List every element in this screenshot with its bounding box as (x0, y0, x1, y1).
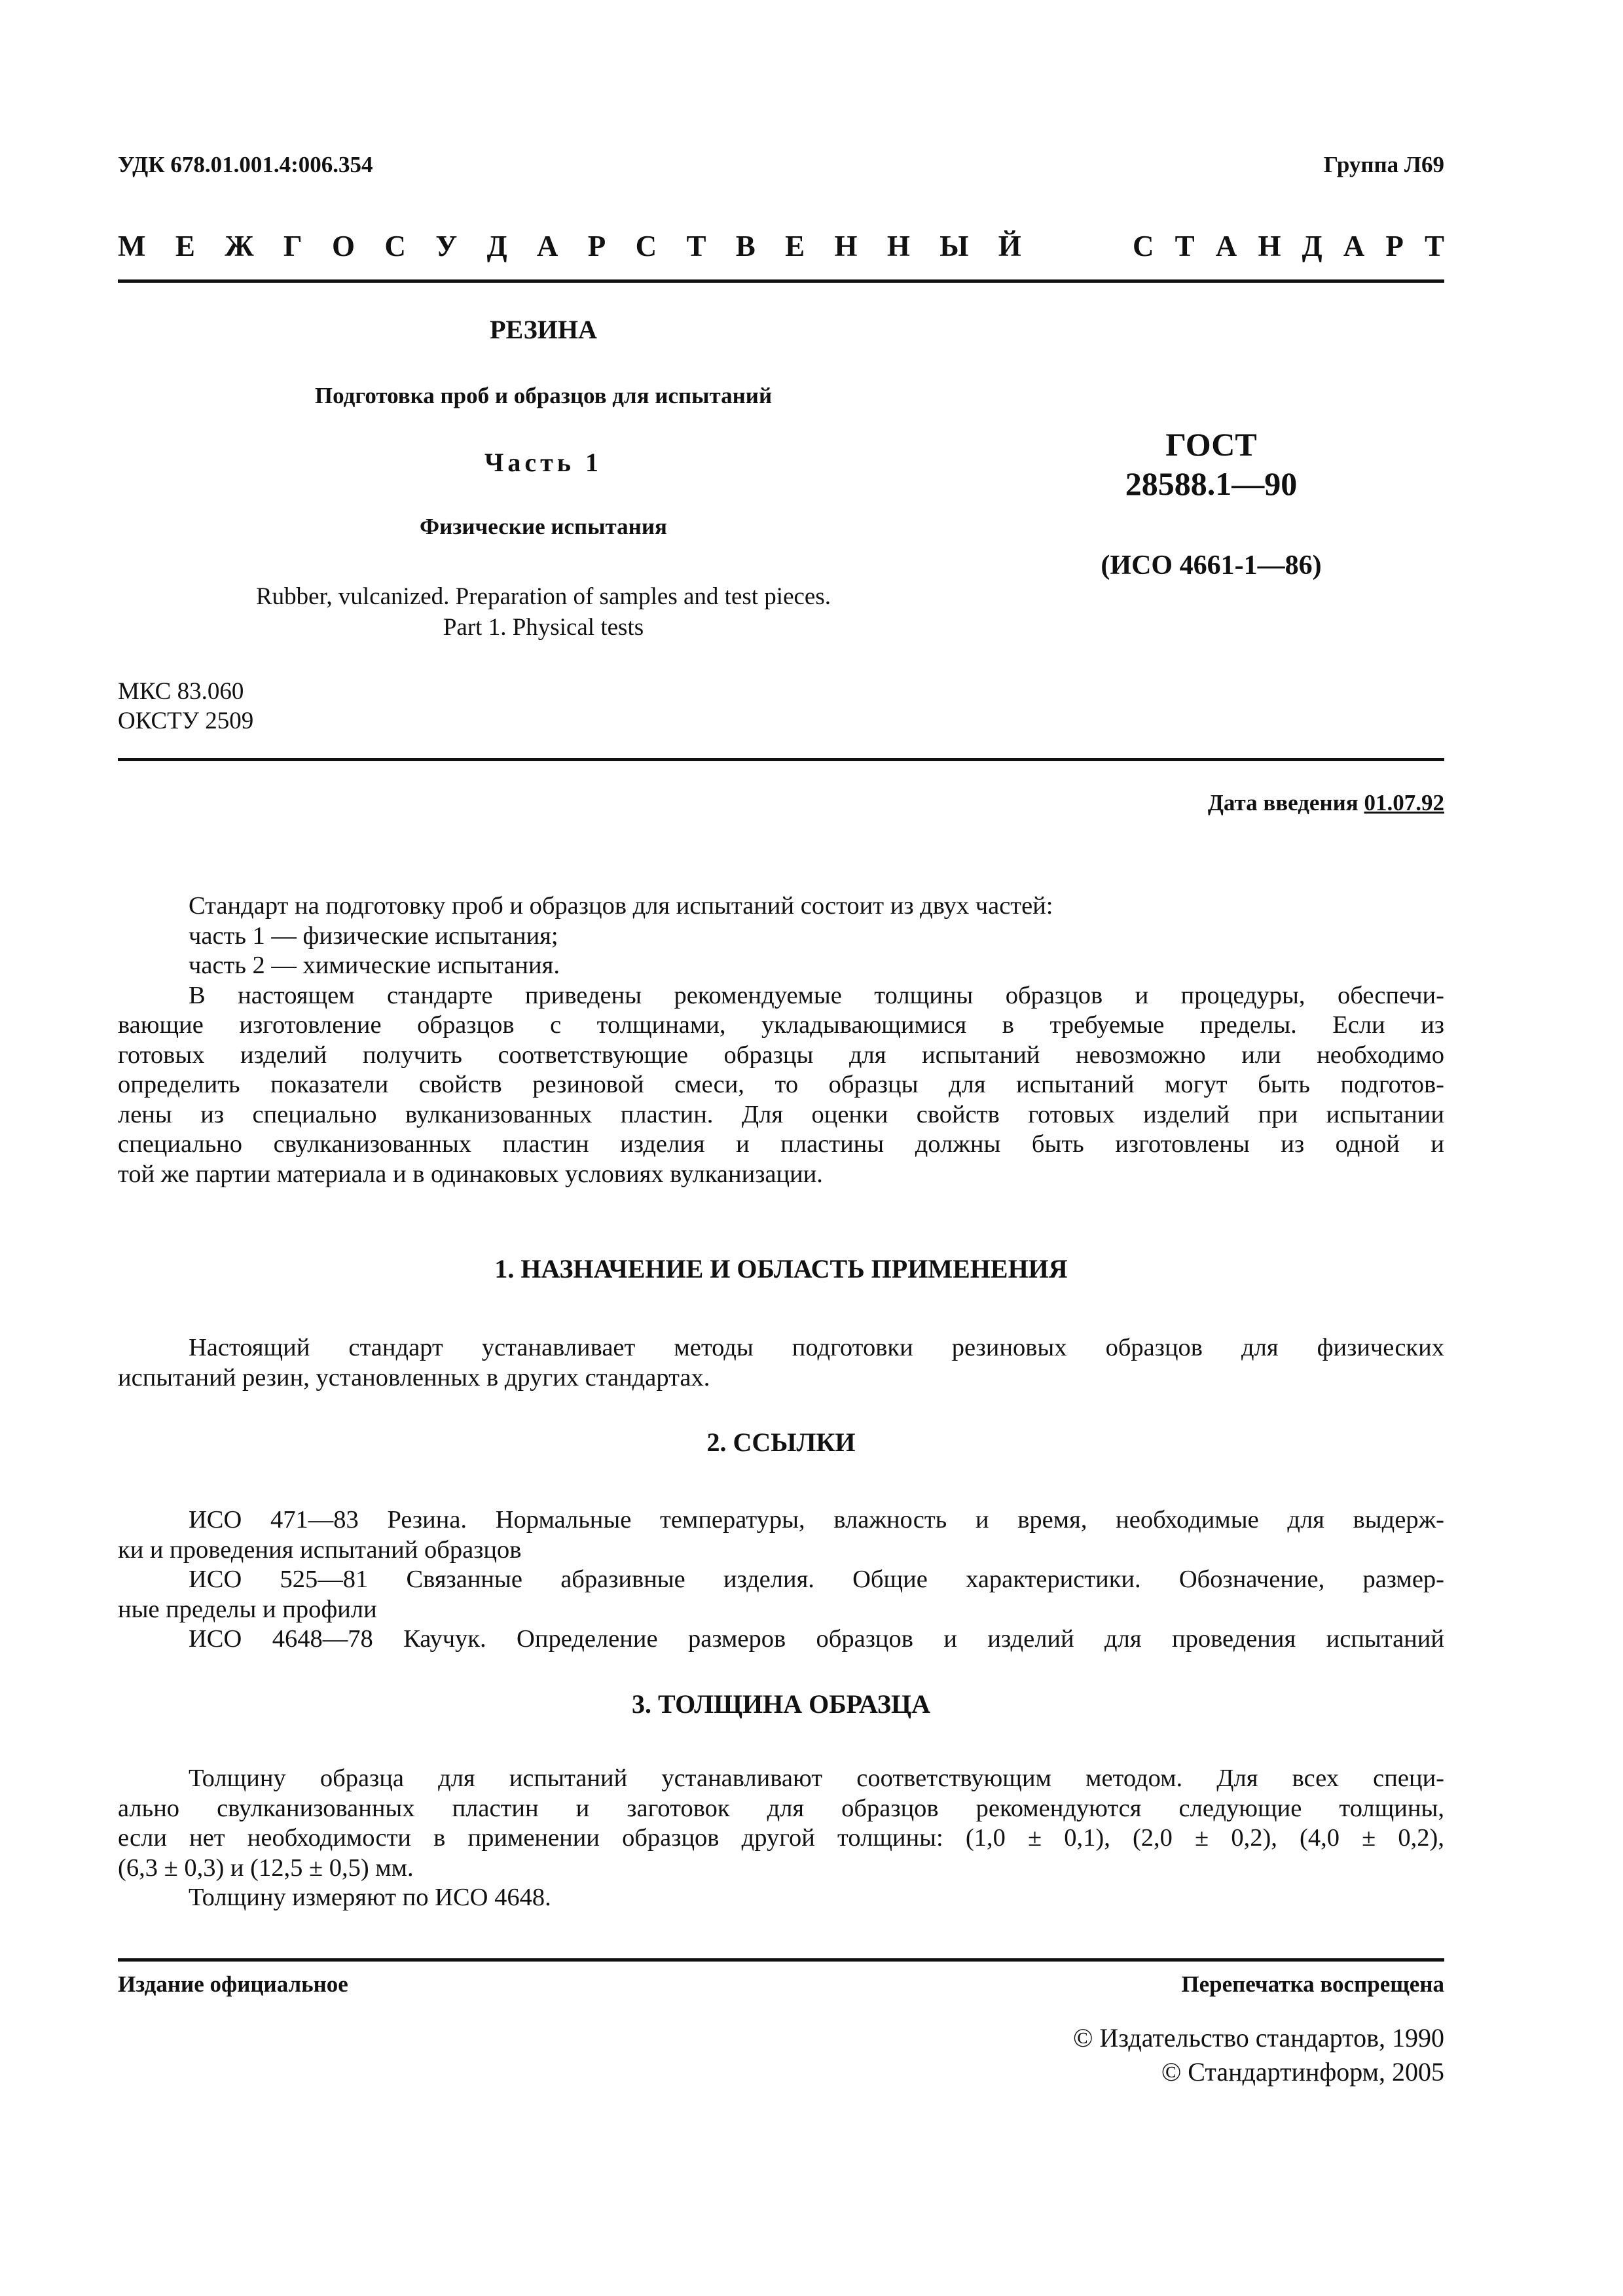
group-code: Группа Л69 (1323, 152, 1444, 177)
interstate-standard-banner (118, 229, 1444, 268)
section-2-text: ИСО 471—83 Резина. Нормальные температуры, влажность и время, необходимые для выдерж- ки и проведения испытаний образцов ИСО 525—81 Связанные абразивные изделия. Общие характеристики. Обозначение, размер- ные пределы и профили ИСО 4648—78 Каучук. Определение размеров образцов и изделий для проведения испытаний (118, 1506, 1444, 1653)
footer-rule (118, 1958, 1444, 1962)
copyright-line-1: © Издательство стандартов, 1990 (1072, 2023, 1444, 2053)
part-title: Физические испытания (420, 514, 667, 539)
intro-paragraph: Стандарт на подготовку проб и образцов для испытаний состоит из двух частей: часть 1 — физические испытания; часть 2 — химические испытания. В настоящем стандарте приведены рекомендуемые толщины образцов и процедуры, обеспечи- вающие изготовление образцов с толщинами, укладывающимися в требуемые пределы. Если из готовых изделий получить соответствующие образцы для испытаний невозможно или необходимо определить показатели свойств резиновой смеси, то образцы для испытаний могут быть подготов- лены из специально вулканизованных пластин. Для оценки свойств готовых изделий при испытании специально свулканизованных пластин изделия и пластины должны быть изготовлены из одной и той же партии материала и в одинаковых условиях вулканизации. (118, 892, 1444, 1188)
gost-label: ГОСТ (1165, 426, 1257, 463)
iso-equivalent: (ИСО 4661-1—86) (1101, 550, 1322, 581)
reprint-prohibited-note: Перепечатка воспрещена (1181, 1971, 1444, 1997)
official-edition-note: Издание официальное (118, 1971, 348, 1997)
section-3-text: Толщину образца для испытаний устанавливают соответствующим методом. Для всех специ- ально свулканизованных пластин и заготовок для образцов рекомендуются следующие толщины, если нет необходимости в применении образцов другой толщины: (1,0 ± 0,1), (2,0 ± 0,2), (4,0 ± 0,2), (6,3 ± 0,3) и (12,5 ± 0,5) мм. Толщину измеряют по ИСО 4648. (118, 1765, 1444, 1911)
part-number: Часть 1 (484, 448, 602, 477)
banner-word-standard: С Т А Н Д А Р Т (1133, 230, 1444, 262)
document-subtitle: Подготовка проб и образцов для испытаний (314, 383, 773, 408)
banner-word-interstate: М Е Ж Г О С У Д А Р С Т В Е Н Н Ы Й (118, 230, 1021, 262)
copyright-line-2: © Стандартинформ, 2005 (1161, 2057, 1444, 2087)
effective-date-value: 01.07.92 (1364, 790, 1444, 816)
section-1-text: Настоящий стандарт устанавливает методы подготовки резиновых образцов для физических испытаний резин, установленных в других стандартах. (118, 1334, 1444, 1391)
english-title-line1: Rubber, vulcanized. Preparation of samples and test pieces. (255, 583, 831, 610)
banner-rule (118, 279, 1444, 283)
document-title: РЕЗИНА (490, 315, 597, 344)
section-1-heading: 1. НАЗНАЧЕНИЕ И ОБЛАСТЬ ПРИМЕНЕНИЯ (494, 1254, 1068, 1283)
english-title-line2: Part 1. Physical tests (443, 614, 644, 641)
udk-code: УДК 678.01.001.4:006.354 (118, 152, 373, 177)
gost-number: 28588.1—90 (1125, 465, 1298, 502)
okstu-code: ОКСТУ 2509 (118, 708, 254, 734)
mks-code: МКС 83.060 (118, 678, 244, 705)
section-3-heading: 3. ТОЛЩИНА ОБРАЗЦА (632, 1689, 930, 1719)
effective-date (1208, 790, 1444, 816)
header-rule (118, 758, 1444, 761)
section-2-heading: 2. ССЫЛКИ (706, 1427, 856, 1457)
effective-date-label: Дата введения (1207, 790, 1359, 816)
